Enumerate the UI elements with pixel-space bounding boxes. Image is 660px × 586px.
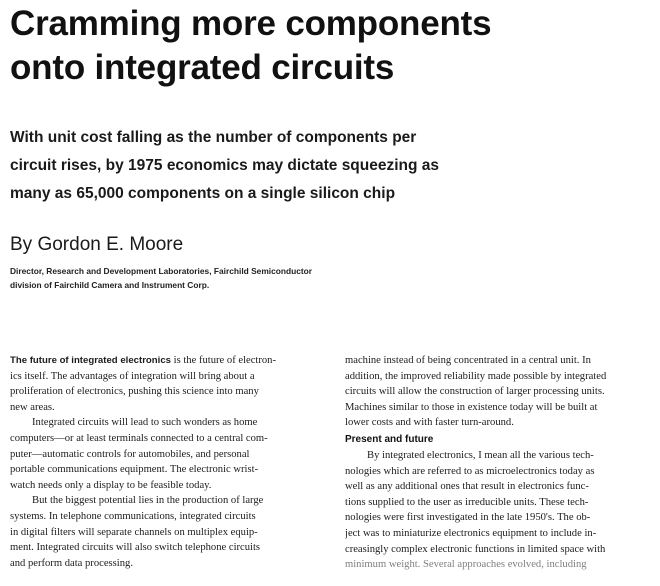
author-byline: By Gordon E. Moore [10,234,184,255]
body-line: systems. In telephone communications, integrated circuits [10,510,256,522]
author-affiliation [10,264,450,292]
body-line: well as any additional ones that result in electronics func- [345,481,589,493]
body-line: watch needs only a display to be feasible today. [10,479,212,491]
title-line-1: Cramming more components [10,4,492,43]
body-line: proliferation of electronics, pushing this science into many [10,386,259,398]
section-heading: Present and future [345,433,434,445]
body-line: machine instead of being concentrated in a central unit. In [345,355,591,366]
body-line: minimum weight. Several approaches evolved, including [345,559,587,571]
body-line [10,353,315,369]
body-line: puter—automatic controls for automobiles, and personal [10,448,250,460]
title-line-2: onto integrated circuits [10,48,395,87]
body-line: new areas. [10,401,55,413]
body-line: tions supplied to the user as irreducible units. These tech- [345,496,589,508]
body-line: Integrated circuits will lead to such wonders as home [32,417,258,429]
body-column-left [10,353,315,571]
lead-in-phrase: The future of integrated electronics [10,355,171,366]
body-line: creasingly complex electronic functions in limited space with [345,543,606,555]
body-line: circuits will allow the construction of larger processing units. [345,386,605,398]
subtitle-line-2: circuit rises, by 1975 economics may dictate squeezing as [10,157,440,174]
body-line: in digital filters will separate channels on multiplex equip- [10,526,258,538]
body-line: But the biggest potential lies in the production of large [32,495,264,507]
body-line: nologies were first investigated in the late 1950's. The ob- [345,512,591,524]
body-line: computers—or at least terminals connected to a central com- [10,432,268,444]
body-line: By integrated electronics, I mean all the various tech- [367,449,594,461]
subtitle-line-3: many as 65,000 components on a single silicon chip [10,185,396,202]
body-line: addition, the improved reliability made possible by integrated [345,370,607,382]
subtitle-line-1: With unit cost falling as the number of components per [10,129,417,146]
body-line: ment. Integrated circuits will also switch telephone circuits [10,542,261,554]
affiliation-line-1: Director, Research and Development Laboratories, Fairchild Semiconductor [10,266,313,276]
body-line: lower costs and with faster turn-around. [345,417,514,429]
body-line: ject was to miniaturize electronics equipment to include in- [345,527,597,539]
body-column-right [345,353,650,573]
body-line: ics itself. The advantages of integration will bring about a [10,370,255,382]
body-line: and perform data processing. [10,557,133,569]
body-line: portable communications equipment. The electronic wrist- [10,464,259,476]
affiliation-line-2: division of Fairchild Camera and Instrument Corp. [10,280,210,290]
body-line: nologies which are referred to as microelectronics today as [345,465,595,477]
body-line: Machines similar to those in existence today will be built at [345,401,598,413]
article-subtitle [10,124,530,208]
article-title [10,2,630,90]
lead-in-rest: is the future of electron- [171,355,277,366]
